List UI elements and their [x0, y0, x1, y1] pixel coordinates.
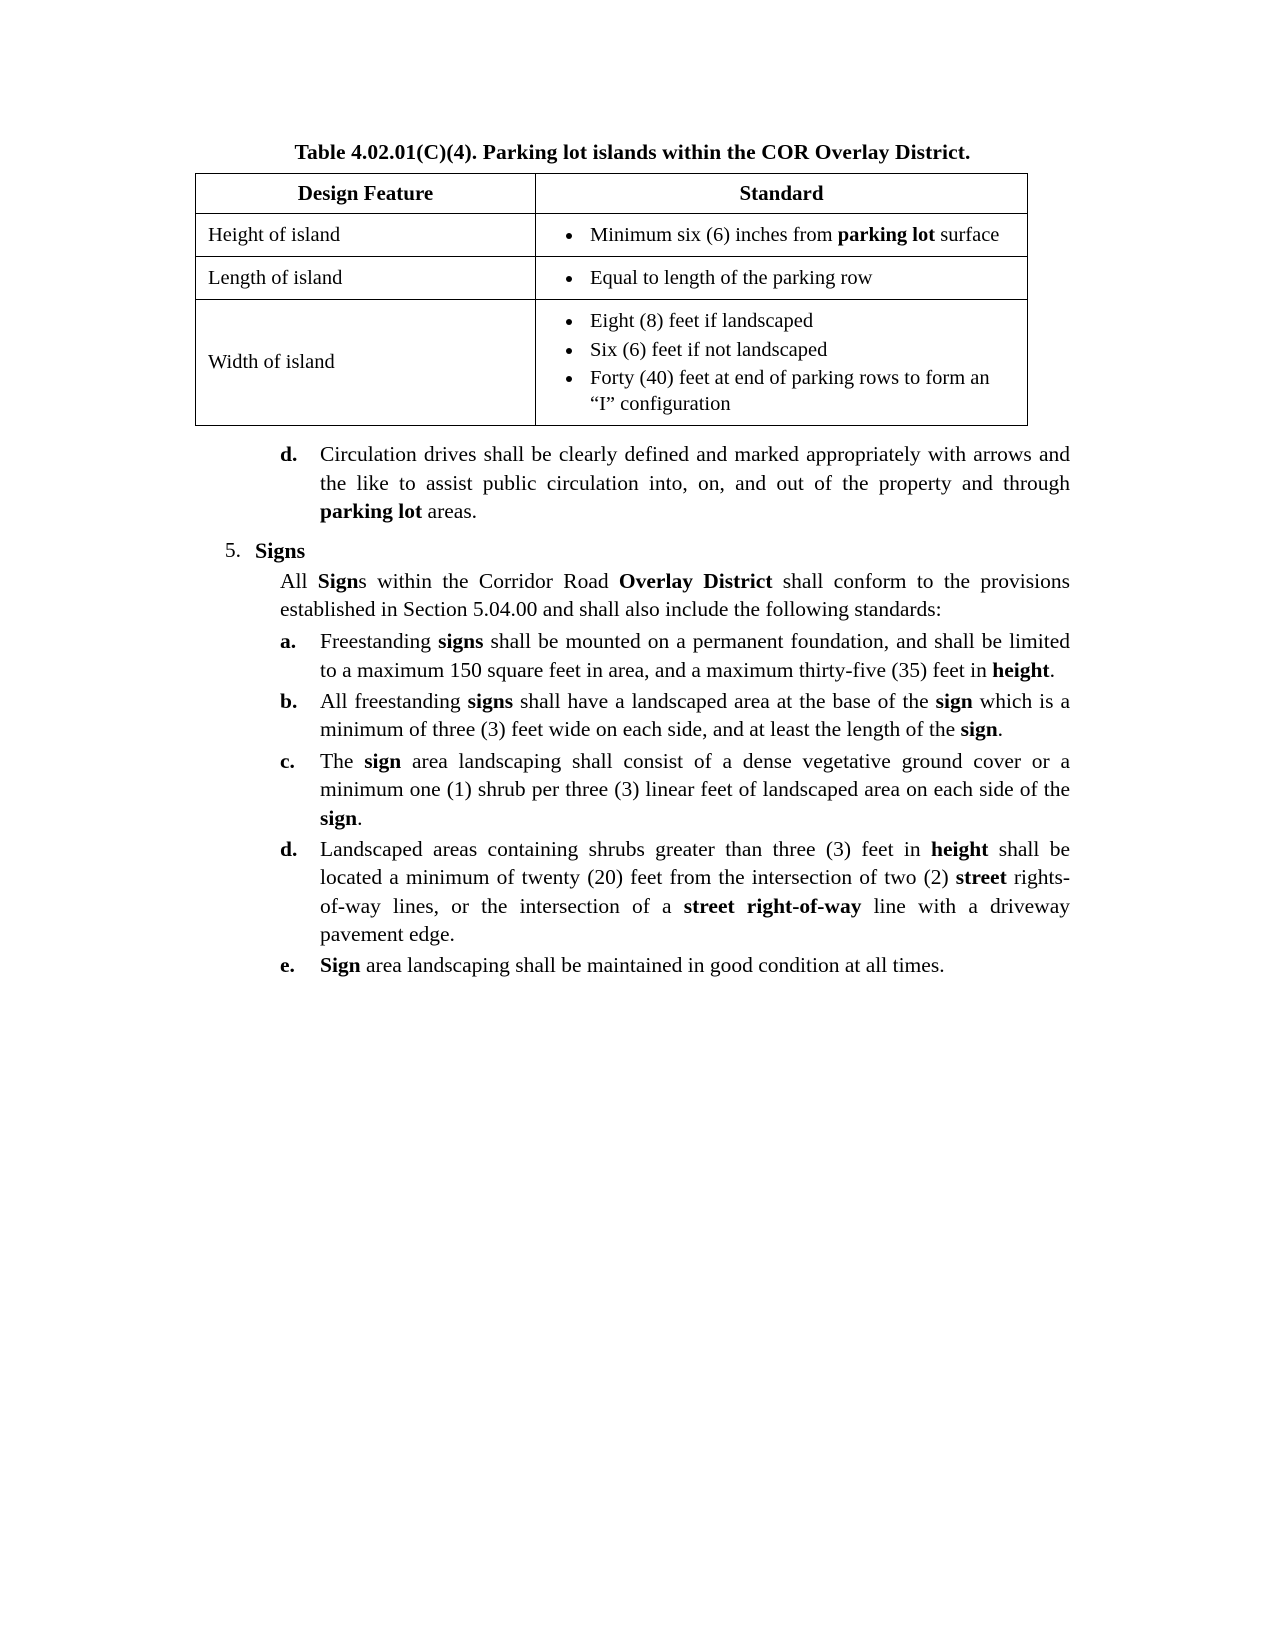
table-row	[196, 257, 1028, 300]
list-item: • Minimum six (6) inches from parking lot surface	[584, 222, 1015, 248]
list-item	[195, 627, 1070, 684]
cell-design-feature: Length of island	[196, 257, 536, 300]
list-marker: e.	[280, 953, 295, 978]
list-marker: a.	[280, 629, 297, 654]
list-marker: b.	[280, 689, 298, 714]
list-item-text: Landscaped areas containing shrubs greater than three (3) feet in height shall be located a minimum of twenty (20) feet from the intersection of two (2) street rights-of-way lines, or the intersection of a street right-of-way line with a driveway pavement edge.	[320, 836, 1070, 947]
column-header-design-feature: Design Feature	[196, 174, 536, 214]
section-heading: Signs	[255, 537, 306, 563]
section-5-intro: All Signs within the Corridor Road Overlay District shall conform to the provisions established in Section 5.04.00 and shall also include the following standards:	[280, 568, 1070, 621]
column-header-standard: Standard	[536, 174, 1028, 214]
standard-list	[548, 308, 1015, 417]
list-item: • Forty (40) feet at end of parking rows to form an “I” configuration	[584, 365, 1015, 417]
cell-standard	[536, 300, 1028, 426]
section-5-heading-row	[195, 536, 1070, 565]
table-header-row	[196, 174, 1028, 214]
list-item	[195, 747, 1070, 832]
table-caption: Table 4.02.01(C)(4). Parking lot islands within the COR Overlay District.	[294, 140, 971, 164]
list-item: • Six (6) feet if not landscaped	[584, 337, 1015, 363]
table-row	[196, 214, 1028, 257]
list-item-text: Sign area landscaping shall be maintained in good condition at all times.	[320, 953, 945, 978]
standard-list	[548, 222, 1015, 248]
standard-list	[548, 265, 1015, 291]
table-row	[196, 300, 1028, 426]
paragraph-text: Circulation drives shall be clearly defined and marked appropriately with arrows and the like to assist public circulation into, on, and out of the property and through parking lot areas.	[320, 442, 1070, 524]
cell-design-feature: Width of island	[196, 300, 536, 426]
section-5-list	[195, 627, 1070, 980]
list-item	[195, 835, 1070, 949]
list-marker: d.	[280, 442, 298, 467]
section-number: 5.	[224, 537, 241, 562]
paragraph-item-d	[195, 440, 1070, 525]
parking-lot-islands-table	[195, 173, 1028, 426]
cell-design-feature: Height of island	[196, 214, 536, 257]
list-item-text: Freestanding signs shall be mounted on a permanent foundation, and shall be limited to a maximum 150 square feet in area, and a maximum thirty-five (35) feet in height.	[320, 629, 1070, 682]
list-item-text: The sign area landscaping shall consist of a dense vegetative ground cover or a minimum one (1) shrub per three (3) linear feet of landscaped area on each side of the sign.	[320, 748, 1070, 830]
cell-standard	[536, 257, 1028, 300]
list-item: • Eight (8) feet if landscaped	[584, 308, 1015, 334]
list-item-text: All freestanding signs shall have a landscaped area at the base of the sign which is a minimum of three (3) feet wide on each side, and at least the length of the sign.	[320, 689, 1070, 742]
cell-standard	[536, 214, 1028, 257]
list-marker: c.	[280, 748, 295, 773]
list-item	[195, 687, 1070, 744]
list-item	[195, 951, 1070, 979]
list-item: • Equal to length of the parking row	[584, 265, 1015, 291]
list-marker: d.	[280, 836, 298, 861]
